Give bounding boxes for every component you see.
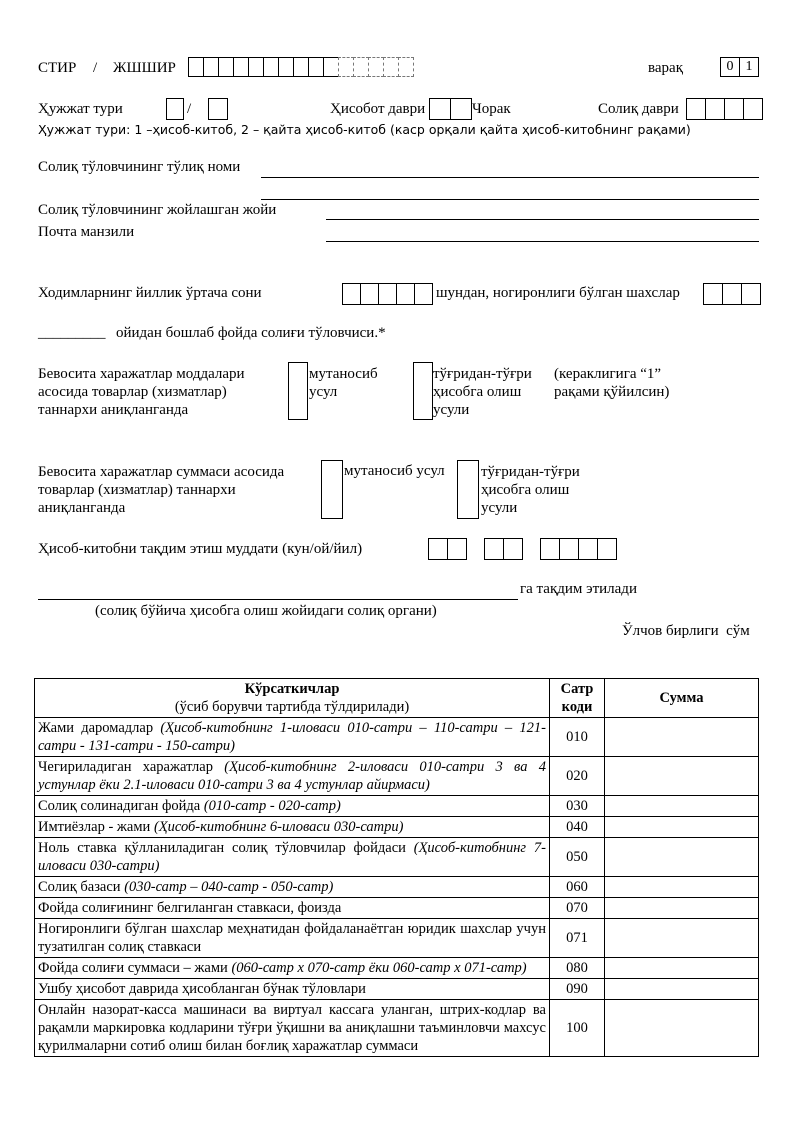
disabled-employees-label: шундан, ногиронлиги бўлган шахслар xyxy=(436,285,680,301)
doc-type-cell-box[interactable] xyxy=(166,98,184,120)
indicator-cell xyxy=(35,718,550,757)
postal-address-line[interactable] xyxy=(326,241,759,242)
option-line: ҳисобга олиш xyxy=(481,482,570,498)
cost-method-1-label xyxy=(38,365,245,419)
stir-cell[interactable] xyxy=(218,57,234,77)
disabled-employees-cell[interactable] xyxy=(741,283,761,305)
cost-method-1-label-line: таннархи аниқланганда xyxy=(38,402,189,418)
row-code-cell: 050 xyxy=(550,838,605,877)
indicator-text: Ноль ставка қўлланиладиган солиқ тўловчилар фойдаси xyxy=(38,840,414,856)
indicator-text: Ногиронлиги бўлган шахслар меҳнатидан фойдаланаётган юридик шахслар учун тузатилган солиқ ставкаси xyxy=(38,921,546,955)
option-line: усули xyxy=(433,402,470,418)
tax-period-label: Солиқ даври xyxy=(598,101,679,117)
stir-cell[interactable] xyxy=(308,57,324,77)
row-code-cell: 040 xyxy=(550,817,605,838)
cost-method-2-label-line: товарлар (хизматлар) таннархи xyxy=(38,482,236,498)
sheet-number-cells[interactable] xyxy=(720,57,759,77)
cost-method-1-proportional-checkbox[interactable] xyxy=(288,362,308,420)
stir-cell[interactable] xyxy=(188,57,204,77)
stir-cell[interactable] xyxy=(293,57,309,77)
stir-cell[interactable] xyxy=(203,57,219,77)
stir-cell[interactable] xyxy=(248,57,264,77)
indicator-text: Фойда солиғи суммаси – жами xyxy=(38,960,232,976)
row-code-cell: 010 xyxy=(550,718,605,757)
table-header-row xyxy=(35,679,759,718)
hint-line: (кераклигига “1” xyxy=(554,366,662,382)
cost-method-2-proportional-checkbox[interactable] xyxy=(321,460,343,519)
doc-correction-cell-box[interactable] xyxy=(208,98,228,120)
stir-cells[interactable] xyxy=(188,57,414,77)
cost-method-1-proportional-label xyxy=(309,365,378,401)
row-code-cell: 020 xyxy=(550,757,605,796)
employees-cells[interactable] xyxy=(342,283,433,305)
row-code-cell: 100 xyxy=(550,1000,605,1057)
period-cells[interactable] xyxy=(429,98,472,120)
row-code-cell: 060 xyxy=(550,877,605,898)
cost-method-1-direct-label xyxy=(433,365,532,419)
cost-method-2-label-line: Бевосита харажатлар суммаси асосида xyxy=(38,464,285,480)
table-row xyxy=(35,1000,759,1057)
tax-period-cell[interactable] xyxy=(705,98,725,120)
jshshir-cell[interactable] xyxy=(368,57,384,77)
indicator-note: (060-сатр х 070-сатр ёки 060-сатр х 071-сатр) xyxy=(231,960,527,976)
employees-cell[interactable] xyxy=(360,283,379,305)
table-row xyxy=(35,979,759,1000)
submission-date-label: Ҳисоб-китобни тақдим этиш муддати (кун/ой/йил) xyxy=(38,541,363,557)
submitted-to-label: га тақдим этилади xyxy=(520,581,637,597)
disabled-employees-cell[interactable] xyxy=(722,283,742,305)
option-line: тўғридан-тўғри xyxy=(481,464,580,480)
indicator-note: (Ҳисоб-китобнинг 6-иловаси 030-сатри) xyxy=(153,819,404,835)
year-cell[interactable] xyxy=(540,538,560,560)
stir-cell[interactable] xyxy=(263,57,279,77)
indicator-header-text: Кўрсаткичлар xyxy=(244,681,340,697)
taxpayer-location-label: Солиқ тўловчининг жойлашган жойи xyxy=(38,202,277,218)
stir-cell[interactable] xyxy=(323,57,339,77)
option-line: ҳисобга олиш xyxy=(433,384,522,400)
tax-period-cell[interactable] xyxy=(743,98,763,120)
jshshir-cell[interactable] xyxy=(383,57,399,77)
quarter-label: Чорак xyxy=(472,101,511,117)
indicator-cell xyxy=(35,958,550,979)
submission-year-cells[interactable] xyxy=(540,538,617,560)
indicator-text: Чегириладиган харажатлар xyxy=(38,759,225,775)
indicator-cell xyxy=(35,877,550,898)
table-row xyxy=(35,958,759,979)
cost-method-2-direct-checkbox[interactable] xyxy=(457,460,479,519)
option-line: тўғридан-тўғри xyxy=(433,366,532,382)
hint-line: рақами қўйилсин) xyxy=(554,384,670,400)
slash-separator: / xyxy=(93,60,98,76)
cost-method-2-label-line: аниқланганда xyxy=(38,500,126,516)
indicator-note: (Ҳисоб-китобнинг 1-иловаси 010-сатри – 110-сатри – 121-сатри - 131-сатри - 150-сатри) xyxy=(38,720,546,754)
indicator-text: Ушбу ҳисобот даврида ҳисобланган бўнак тўловлари xyxy=(38,981,366,997)
sheet-digit[interactable]: 0 xyxy=(720,57,740,77)
period-cell[interactable] xyxy=(450,98,472,120)
sum-input-cell[interactable] xyxy=(605,877,759,898)
jshshir-cell[interactable] xyxy=(353,57,369,77)
jshshir-cell[interactable] xyxy=(398,57,414,77)
employees-cell[interactable] xyxy=(414,283,433,305)
sheet-label: варақ xyxy=(648,60,683,76)
doc-type-label: Ҳужжат тури xyxy=(38,101,123,117)
indicator-text: Онлайн назорат-касса машинаси ва виртуал кассага уланган, штрих-кодлар ва рақамли маркировка кодларини тўғри ўқишни ва аниқлашни таъминловчи махсус қурилмаларни сотиб олиш билан боғлиқ харажатлар суммаси xyxy=(38,1002,546,1054)
indicator-cell xyxy=(35,796,550,817)
employees-cell[interactable] xyxy=(342,283,361,305)
tax-period-cell[interactable] xyxy=(724,98,744,120)
option-line: мутаносиб xyxy=(309,366,378,382)
tax-authority-line[interactable] xyxy=(38,599,518,600)
month-cell[interactable] xyxy=(503,538,523,560)
sum-input-cell[interactable] xyxy=(605,796,759,817)
row-code-cell: 071 xyxy=(550,919,605,958)
profit-tax-start-blank[interactable]: _________ xyxy=(38,325,106,341)
cost-method-hint xyxy=(554,365,669,401)
sum-input-cell[interactable] xyxy=(605,1000,759,1057)
period-cell[interactable] xyxy=(429,98,451,120)
row-code-cell: 080 xyxy=(550,958,605,979)
row-code-cell: 030 xyxy=(550,796,605,817)
sum-input-cell[interactable] xyxy=(605,817,759,838)
option-line: усули xyxy=(481,500,518,516)
doc-correction-cell[interactable] xyxy=(208,98,228,120)
sum-input-cell[interactable] xyxy=(605,919,759,958)
taxpayer-name-label: Солиқ тўловчининг тўлиқ номи xyxy=(38,159,241,175)
period-label: Ҳисобот даври xyxy=(330,101,426,117)
tax-authority-caption: (солиқ бўйича ҳисобга олиш жойидаги солиқ органи) xyxy=(95,603,437,619)
cost-method-2-label xyxy=(38,463,284,517)
code-column-header: Сатр коди xyxy=(550,679,605,718)
employees-label: Ходимларнинг йиллик ўртача сони xyxy=(38,285,262,301)
table-row xyxy=(35,817,759,838)
cost-method-1-direct-checkbox[interactable] xyxy=(413,362,433,420)
unit-label: Ўлчов бирлиги сўм xyxy=(622,623,750,639)
employees-cell[interactable] xyxy=(378,283,397,305)
table-row xyxy=(35,718,759,757)
indicator-cell xyxy=(35,838,550,877)
table-row xyxy=(35,877,759,898)
indicator-note: (Ҳисоб-китобнинг 7-иловаси 030-сатри) xyxy=(38,840,546,874)
indicator-cell xyxy=(35,757,550,796)
year-cell[interactable] xyxy=(559,538,579,560)
indicators-table xyxy=(34,678,759,1057)
jshshir-cell[interactable] xyxy=(338,57,354,77)
indicator-note: (030-сатр – 040-сатр - 050-сатр) xyxy=(124,879,334,895)
doc-type-cell[interactable] xyxy=(166,98,184,120)
taxpayer-location-line[interactable] xyxy=(326,219,759,220)
indicator-cell xyxy=(35,898,550,919)
stir-cell[interactable] xyxy=(233,57,249,77)
sum-input-cell[interactable] xyxy=(605,757,759,796)
disabled-employees-cell[interactable] xyxy=(703,283,723,305)
cost-method-2-proportional-label: мутаносиб усул xyxy=(344,463,445,479)
indicator-note: (Ҳисоб-китобнинг 2-иловаси 010-сатри 3 ва 4 устунлар ёки 2.1-иловаси 010-сатри 3 ва 4 устунлар айирмаси) xyxy=(38,759,546,793)
year-cell[interactable] xyxy=(578,538,598,560)
submission-day-cells[interactable] xyxy=(428,538,467,560)
profit-tax-start-text: ойидан бошлаб фойда солиғи тўловчиси.* xyxy=(116,325,386,341)
month-cell[interactable] xyxy=(484,538,504,560)
indicator-header-subtext: (ўсиб борувчи тартибда тўлдирилади) xyxy=(174,699,410,715)
sum-input-cell[interactable] xyxy=(605,958,759,979)
indicator-text: Солиқ солинадиган фойда xyxy=(38,798,204,814)
indicator-text: Жами даромадлар xyxy=(38,720,161,736)
row-code-cell: 090 xyxy=(550,979,605,1000)
sheet-digit[interactable]: 1 xyxy=(739,57,759,77)
stir-label: СТИР xyxy=(38,60,77,76)
tax-period-cell[interactable] xyxy=(686,98,706,120)
taxpayer-name-line-2[interactable] xyxy=(261,199,759,200)
option-line: усул xyxy=(309,384,338,400)
day-cell[interactable] xyxy=(447,538,467,560)
row-code-cell: 070 xyxy=(550,898,605,919)
sum-input-cell[interactable] xyxy=(605,898,759,919)
employees-cell[interactable] xyxy=(396,283,415,305)
sum-column-header: Сумма xyxy=(605,679,759,718)
disabled-employees-cells[interactable] xyxy=(703,283,761,305)
table-row xyxy=(35,898,759,919)
indicator-text: Солиқ базаси xyxy=(38,879,125,895)
tax-period-cells[interactable] xyxy=(686,98,763,120)
year-cell[interactable] xyxy=(597,538,617,560)
table-row xyxy=(35,796,759,817)
taxpayer-name-line[interactable] xyxy=(261,177,759,178)
postal-address-label: Почта манзили xyxy=(38,224,135,240)
indicator-text: Имтиёзлар - жами xyxy=(38,819,154,835)
indicator-note: (010-сатр - 020-сатр) xyxy=(203,798,341,814)
cost-method-1-label-line: асосида товарлар (хизматлар) xyxy=(38,384,227,400)
indicator-cell xyxy=(35,817,550,838)
indicator-text: Фойда солиғининг белгиланган ставкаси, фоизда xyxy=(38,900,342,916)
sum-input-cell[interactable] xyxy=(605,718,759,757)
cost-method-1-label-line: Бевосита харажатлар моддалари xyxy=(38,366,245,382)
sum-input-cell[interactable] xyxy=(605,838,759,877)
stir-cell[interactable] xyxy=(278,57,294,77)
indicator-cell xyxy=(35,1000,550,1057)
cost-method-2-direct-label xyxy=(481,463,580,517)
day-cell[interactable] xyxy=(428,538,448,560)
submission-month-cells[interactable] xyxy=(484,538,523,560)
table-row xyxy=(35,757,759,796)
table-row xyxy=(35,919,759,958)
sum-input-cell[interactable] xyxy=(605,979,759,1000)
doc-type-slash: / xyxy=(187,101,192,117)
jshshir-label: ЖШШИР xyxy=(113,60,176,76)
indicator-cell xyxy=(35,919,550,958)
indicator-column-header xyxy=(35,679,550,718)
table-row xyxy=(35,838,759,877)
indicator-cell xyxy=(35,979,550,1000)
doc-type-note: Ҳужжат тури: 1 –ҳисоб-китоб, 2 – қайта ҳисоб-китоб (каср орқали қайта ҳисоб-китобнинг рақами) xyxy=(38,122,691,137)
